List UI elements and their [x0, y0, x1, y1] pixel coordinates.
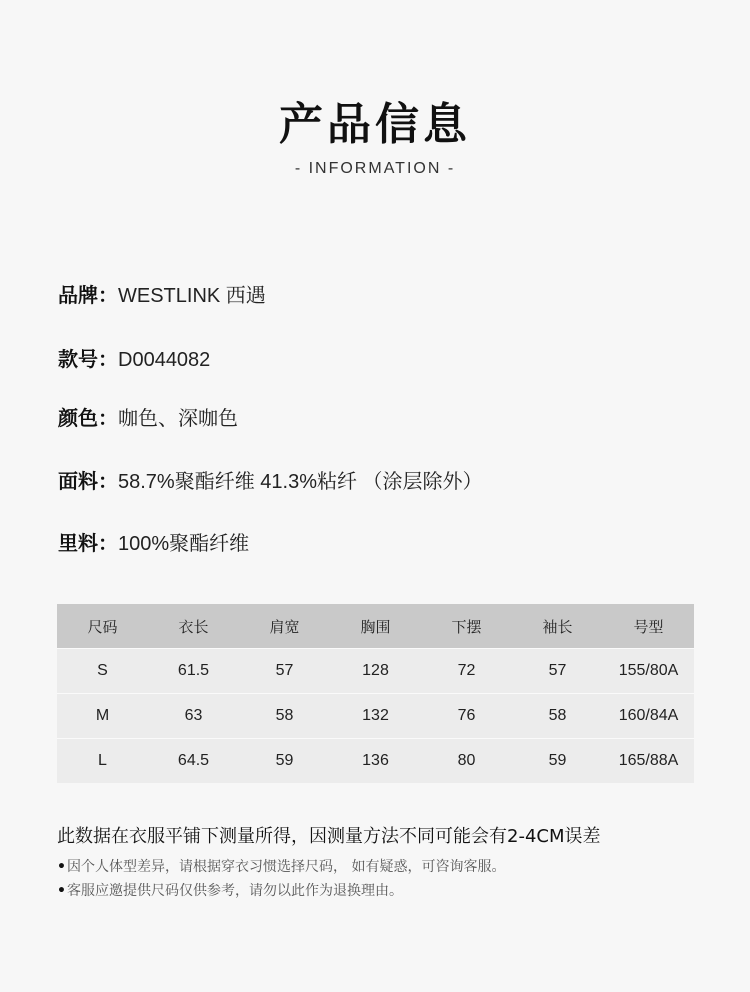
table-cell: 58 — [239, 694, 330, 739]
header-shoulder: 肩宽 — [239, 604, 330, 649]
header-fit-code: 号型 — [603, 604, 694, 649]
table-cell: 136 — [330, 739, 421, 784]
table-row — [57, 694, 694, 739]
spec-lining-key: 里料： — [58, 531, 118, 555]
spec-fabric-key: 面料： — [58, 469, 118, 493]
table-cell: 59 — [239, 739, 330, 784]
page-title: 产品信息 — [279, 99, 471, 150]
table-cell: 155/80A — [603, 649, 694, 694]
note-item — [57, 856, 505, 876]
spec-style-number-key: 款号： — [58, 347, 118, 371]
bullet-icon: • — [57, 859, 66, 875]
table-cell: 132 — [330, 694, 421, 739]
table-cell: 57 — [512, 649, 603, 694]
header-hem: 下摆 — [421, 604, 512, 649]
spec-fabric-value: 58.7%聚酯纤维 41.3%粘纤 （涂层除外） — [118, 471, 483, 493]
spec-lining — [58, 527, 249, 556]
table-cell: 165/88A — [603, 739, 694, 784]
table-cell: S — [57, 649, 148, 694]
note-item-text: 因个人体型差异，请根据穿衣习惯选择尺码， 如有疑惑，可咨询客服。 — [67, 859, 506, 875]
table-cell: 58 — [512, 694, 603, 739]
size-table — [57, 604, 694, 783]
bullet-icon: • — [57, 883, 66, 899]
size-table-header-row — [57, 604, 694, 649]
spec-color-key: 颜色： — [58, 406, 118, 430]
table-cell: 72 — [421, 649, 512, 694]
table-cell: 59 — [512, 739, 603, 784]
header-length: 衣长 — [148, 604, 239, 649]
table-cell: 80 — [421, 739, 512, 784]
measurement-note: 此数据在衣服平铺下测量所得，因测量方法不同可能会有2-4CM误差 — [57, 826, 601, 847]
spec-color — [58, 402, 238, 431]
table-cell: 61.5 — [148, 649, 239, 694]
spec-style-number-value: D0044082 — [118, 349, 211, 371]
header-size: 尺码 — [57, 604, 148, 649]
note-item-text: 客服应邀提供尺码仅供参考，请勿以此作为退换理由。 — [67, 883, 403, 899]
table-cell: 128 — [330, 649, 421, 694]
table-cell: L — [57, 739, 148, 784]
note-item — [57, 880, 403, 900]
spec-fabric — [58, 465, 483, 494]
table-cell: 160/84A — [603, 694, 694, 739]
table-cell: M — [57, 694, 148, 739]
table-cell: 57 — [239, 649, 330, 694]
spec-style-number — [58, 343, 210, 372]
header-sleeve: 袖长 — [512, 604, 603, 649]
table-cell: 64.5 — [148, 739, 239, 784]
page-subtitle: - INFORMATION - — [294, 160, 456, 177]
table-cell: 63 — [148, 694, 239, 739]
header-chest: 胸围 — [330, 604, 421, 649]
spec-color-value: 咖色、深咖色 — [118, 408, 238, 430]
table-row — [57, 739, 694, 784]
table-cell: 76 — [421, 694, 512, 739]
spec-brand — [58, 279, 266, 308]
table-row — [57, 649, 694, 694]
spec-lining-value: 100%聚酯纤维 — [118, 533, 250, 555]
spec-brand-value: WESTLINK 西遇 — [118, 285, 266, 307]
spec-brand-key: 品牌： — [58, 283, 118, 307]
